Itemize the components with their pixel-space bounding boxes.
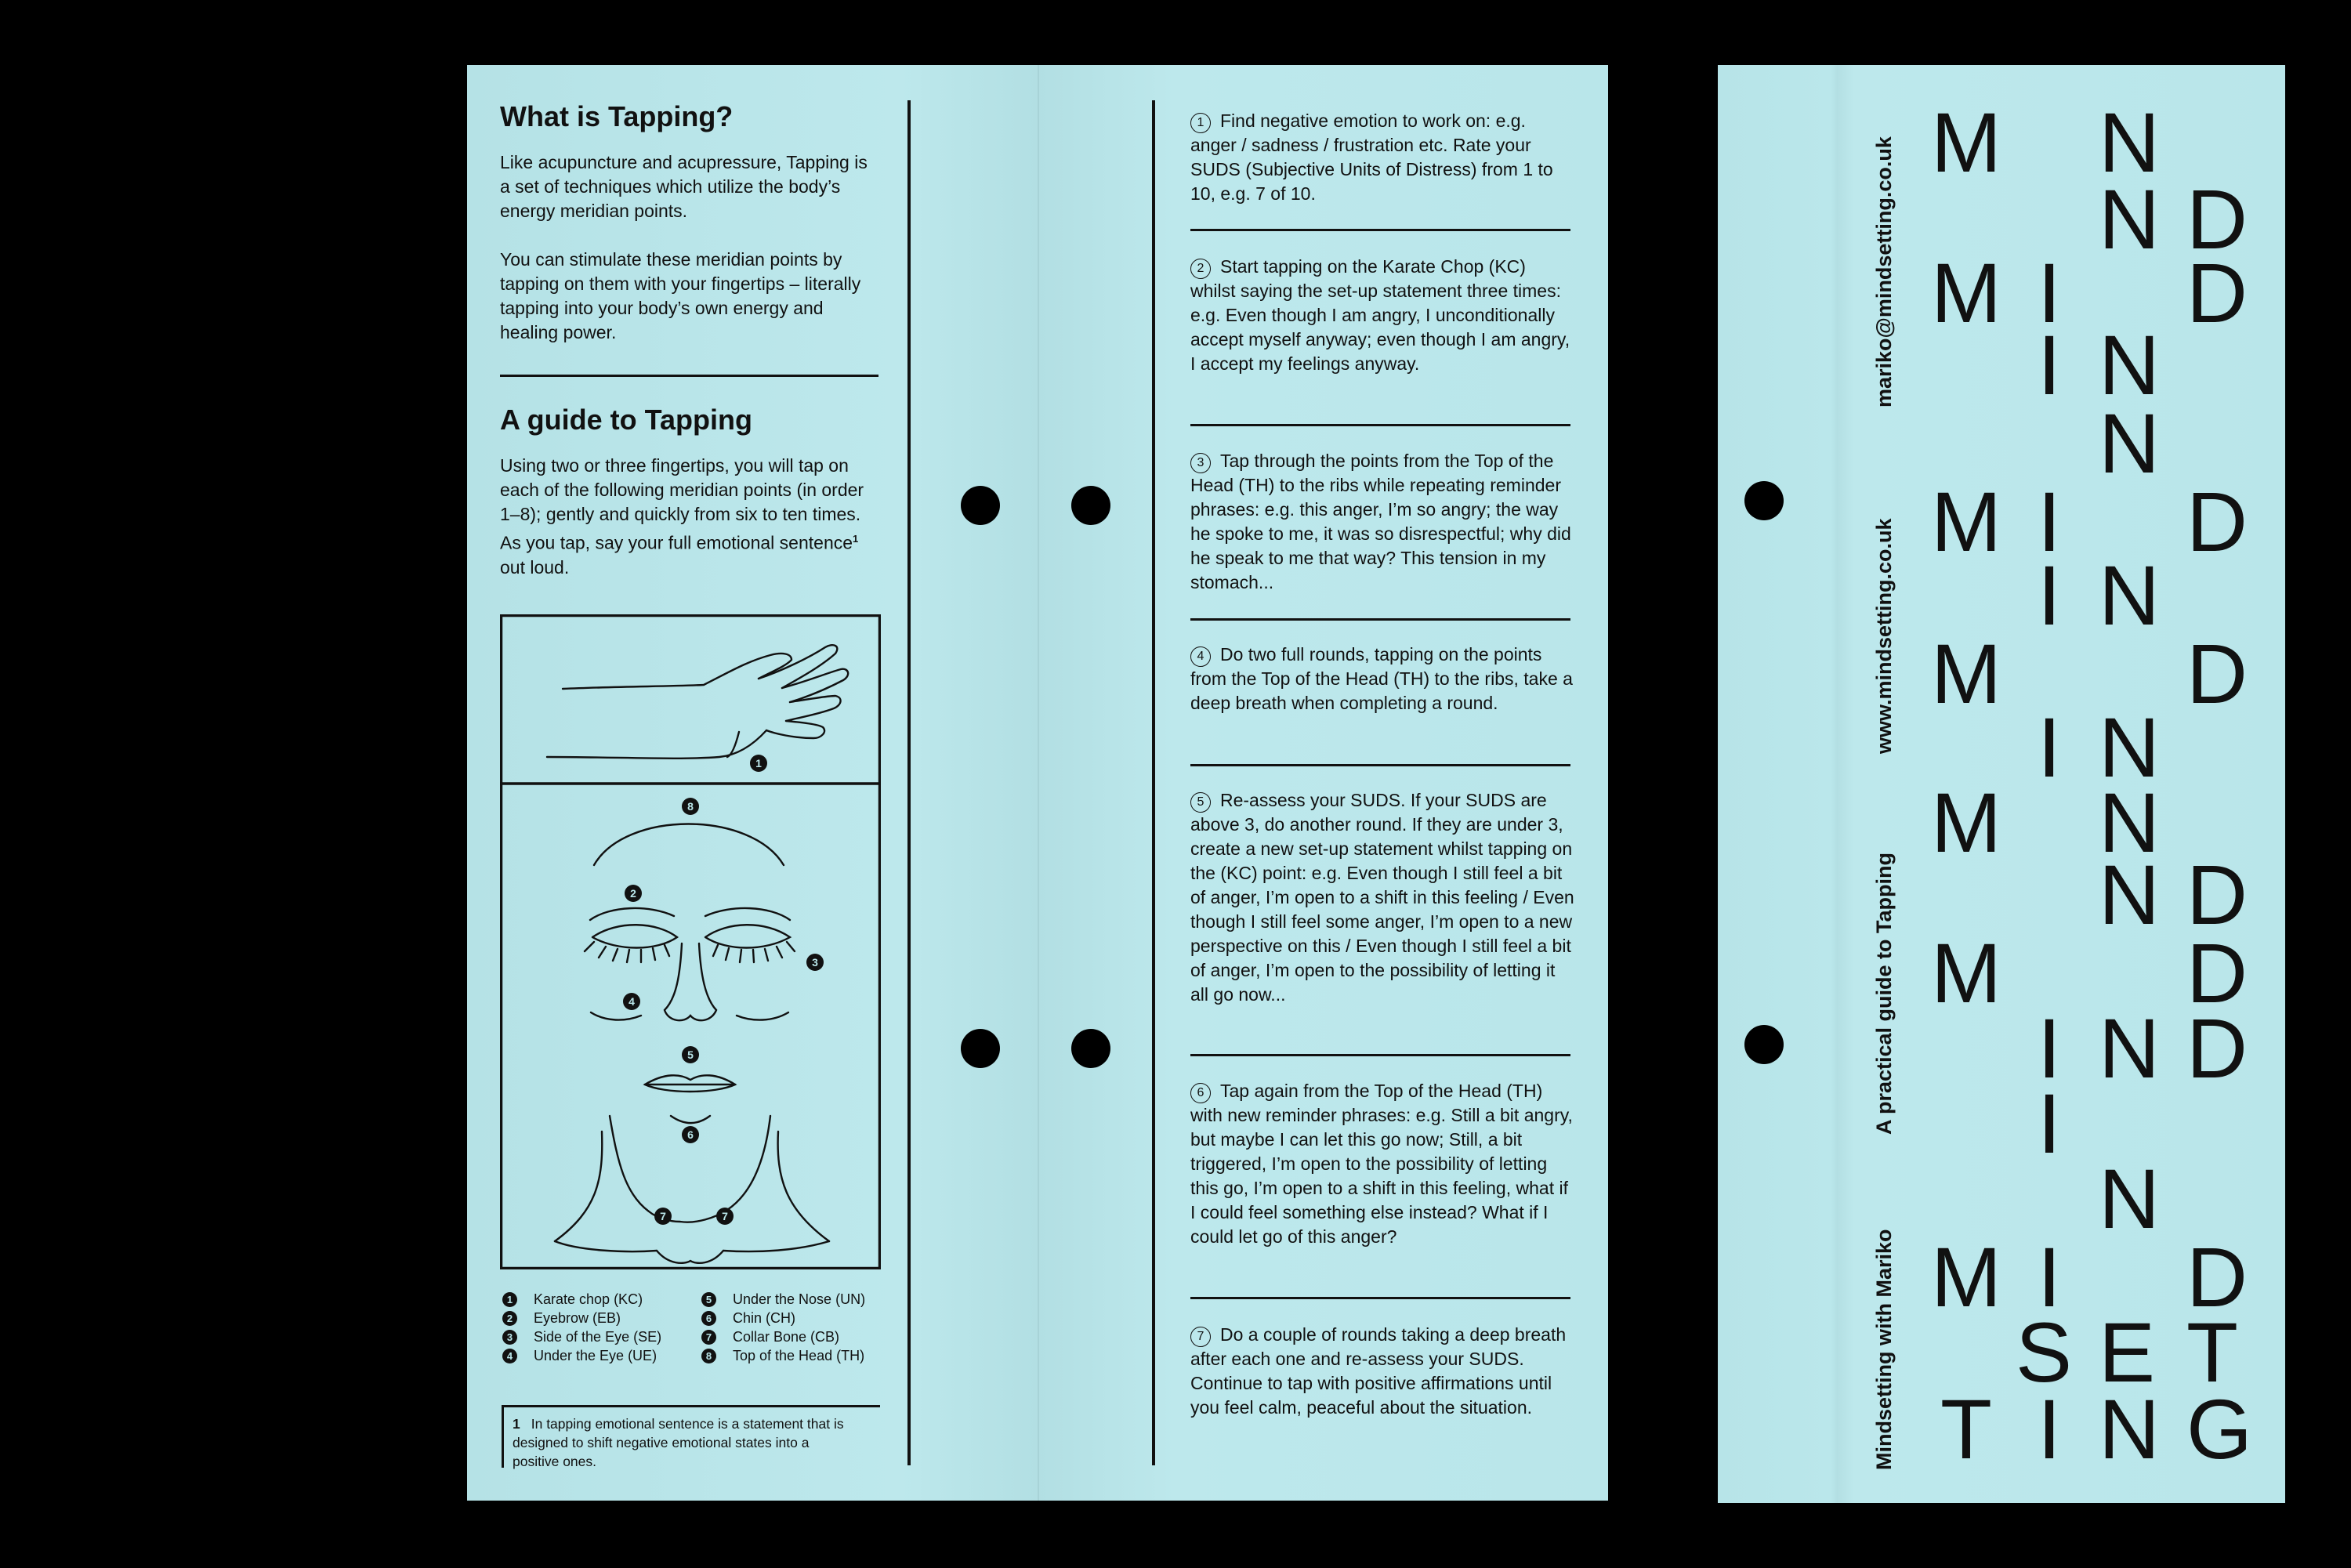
legend-label: Top of the Head (TH)	[733, 1348, 865, 1363]
wordmark-letter: M	[1931, 925, 2001, 1020]
face-drawing	[555, 824, 829, 1263]
wordmark-letter: N	[2099, 396, 2160, 491]
wordmark-letter: D	[2186, 172, 2248, 266]
wordmark-letter: M	[1931, 245, 2001, 340]
wordmark-letter: N	[2099, 1151, 2160, 1246]
step-divider	[1190, 424, 1570, 426]
step-text: Tap again from the Top of the Head (TH) with new reminder phrases: e.g. Still a bit angry, but maybe I can let this go now; Still, a bit triggered, I’m open to the possibility of letting this go, I’m open to a shift in this feeling, what if I could feel something else instead? What if I could let go of this anger?	[1190, 1081, 1573, 1247]
svg-text:7: 7	[722, 1210, 728, 1222]
wordmark-letter: M	[1931, 775, 2001, 870]
what-is-tapping-title: What is Tapping?	[500, 100, 734, 132]
svg-text:4: 4	[629, 995, 635, 1008]
legend-item	[701, 1290, 889, 1309]
wordmark-letter: M	[1931, 626, 2001, 721]
legend-label: Side of the Eye (SE)	[534, 1329, 662, 1345]
wordmark-letter: N	[2099, 548, 2160, 643]
step-2	[1190, 255, 1574, 376]
guide-section	[500, 404, 880, 580]
legend-item	[701, 1309, 889, 1327]
cover-email: mariko@mindsetting.co.uk	[1872, 136, 1896, 407]
step-number: 1	[1190, 113, 1211, 133]
cover-website: www.mindsetting.co.uk	[1872, 518, 1896, 754]
punch-hole	[961, 1029, 1000, 1068]
wordmark-letter: I	[2038, 1229, 2062, 1324]
punch-hole	[1071, 486, 1110, 525]
legend-item	[502, 1290, 694, 1309]
step-7	[1190, 1323, 1574, 1420]
wordmark-letter: E	[2099, 1305, 2156, 1400]
wordmark-letter: D	[2186, 847, 2248, 942]
legend-item	[701, 1346, 889, 1365]
legend-marker: 1	[502, 1292, 517, 1307]
wordmark-letter: I	[2038, 1001, 2062, 1095]
step-divider	[1190, 1054, 1570, 1056]
legend-column-1	[502, 1290, 694, 1365]
meridian-points-illustration	[500, 614, 881, 1269]
wordmark-letter: N	[2099, 172, 2160, 266]
footnote-marker: 1	[853, 533, 859, 545]
wordmark-letter: I	[2038, 317, 2062, 412]
footnote-rule	[502, 1405, 880, 1407]
wordmark-letter: S	[2016, 1305, 2073, 1400]
punch-hole	[1071, 1029, 1110, 1068]
step-divider	[1190, 1297, 1570, 1299]
legend-marker: 3	[502, 1330, 517, 1345]
legend-label: Eyebrow (EB)	[534, 1310, 621, 1326]
step-number: 2	[1190, 259, 1211, 279]
step-text: Re-assess your SUDS. If your SUDS are above 3, do another round. If they are under 3, create a new set-up statement whilst tapping on the (KC) point: e.g. Even though I still feel a bit of anger, I’m open to a shift in this feeling / Even though I still feel some anger, I’m open to a new perspective on this / Even though I still feel a bit of anger, I’m open to the possibility of letting it all go now...	[1190, 790, 1574, 1005]
step-6	[1190, 1079, 1574, 1249]
wordmark-letter: N	[2099, 775, 2160, 870]
legend-marker: 5	[701, 1292, 716, 1307]
step-4	[1190, 643, 1574, 715]
legend-label: Collar Bone (CB)	[733, 1329, 840, 1345]
svg-text:8: 8	[687, 800, 694, 813]
wordmark-letter: N	[2099, 95, 2160, 190]
wordmark-letter: I	[2038, 1382, 2062, 1476]
legend-label: Chin (CH)	[733, 1310, 796, 1326]
punch-hole	[1744, 481, 1784, 520]
what-is-tapping-paragraph-1: Like acupuncture and acupressure, Tapping is a set of techniques which utilize the body’s energy meridian points.	[500, 152, 868, 221]
legend-marker: 7	[701, 1330, 716, 1345]
step-1	[1190, 109, 1574, 206]
wordmark-letter: D	[2186, 474, 2248, 569]
step-number: 3	[1190, 453, 1211, 473]
wordmark-letter: D	[2186, 626, 2248, 721]
wordmark-letter: I	[2038, 245, 2062, 340]
step-5	[1190, 788, 1574, 1007]
step-divider	[1190, 764, 1570, 766]
svg-text:5: 5	[687, 1048, 694, 1061]
legend-item	[502, 1346, 694, 1365]
legend-item	[502, 1327, 694, 1346]
svg-text:7: 7	[660, 1210, 666, 1222]
svg-text:6: 6	[687, 1128, 694, 1141]
fold-crease	[1038, 65, 1039, 1501]
wordmark-letter: N	[2099, 700, 2160, 795]
column-rule-right	[1152, 100, 1155, 1465]
step-text: Tap through the points from the Top of the Head (TH) to the ribs while repeating reminder phrases: e.g. this anger, I’m so angry; the way he spoke to me, it was so disrespectful; why did he speak to me that way? This tension in my stomach...	[1190, 451, 1571, 592]
guide-title: A guide to Tapping	[500, 404, 752, 436]
legend-label: Karate chop (KC)	[534, 1291, 643, 1307]
legend-item	[701, 1327, 889, 1346]
wordmark-letter: N	[2099, 317, 2160, 412]
wordmark-letter: D	[2186, 1001, 2248, 1095]
column-rule-left	[907, 100, 911, 1465]
cover-byline: Mindsetting with Mariko	[1872, 1229, 1896, 1470]
step-text: Do two full rounds, tapping on the points from the Top of the Head (TH) to the ribs, take a deep breath when completing a round.	[1190, 644, 1573, 713]
wordmark-letter: M	[1931, 1229, 2001, 1324]
step-text: Do a couple of rounds taking a deep breath after each one and re-assess your SUDS. Continue to tap with positive affirmations until you feel calm, peaceful about the situation.	[1190, 1324, 1567, 1418]
punch-hole	[961, 486, 1000, 525]
step-3	[1190, 449, 1574, 595]
step-divider	[1190, 618, 1570, 621]
wordmark-letter: N	[2099, 847, 2160, 942]
legend-column-2	[701, 1290, 889, 1365]
wordmark-letter: I	[2038, 548, 2062, 643]
legend-item	[502, 1309, 694, 1327]
footnote-bracket	[502, 1405, 504, 1468]
step-number: 6	[1190, 1083, 1211, 1103]
illustration-frame	[502, 616, 880, 1269]
legend-label: Under the Nose (UN)	[733, 1291, 866, 1307]
meridian-point-markers	[623, 755, 824, 1225]
hand-drawing	[547, 645, 848, 759]
legend-marker: 8	[701, 1349, 716, 1363]
wordmark-letter: I	[2038, 1076, 2062, 1171]
wordmark-letter: D	[2186, 245, 2248, 340]
wordmark-letter: T	[1940, 1382, 1992, 1476]
step-number: 5	[1190, 792, 1211, 813]
what-is-tapping-section	[500, 100, 880, 345]
guide-text: Using two or three fingertips, you will tap on each of the following meridian points (in order 1–8); gently and quickly from six to ten times. As you tap, say your full emotional sentence	[500, 455, 864, 553]
wordmark-letter: I	[2038, 700, 2062, 795]
guide-paragraph	[500, 454, 880, 580]
step-number: 4	[1190, 646, 1211, 667]
wordmark-letter: T	[2186, 1305, 2238, 1400]
footnote-text: In tapping emotional sentence is a statement that is designed to shift negative emotional states into a positive ones.	[513, 1416, 844, 1469]
punch-hole	[1744, 1025, 1784, 1064]
wordmark-letter: D	[2186, 1229, 2248, 1324]
wordmark-letter: I	[2038, 474, 2062, 569]
wordmark-letter: N	[2099, 1001, 2160, 1095]
footnote	[513, 1414, 857, 1471]
cover-tagline: A practical guide to Tapping	[1872, 852, 1896, 1135]
footnote-number: 1	[513, 1416, 520, 1432]
guide-text-end: out loud.	[500, 556, 570, 578]
section-divider	[500, 375, 878, 377]
step-text: Find negative emotion to work on: e.g. anger / sadness / frustration etc. Rate your SUDS (Subjective Units of Distress) from 1 to 10, e.g. 7 of 10.	[1190, 110, 1553, 204]
wordmark-letter: D	[2186, 925, 2248, 1020]
step-text: Start tapping on the Karate Chop (KC) whilst saying the set-up statement three times: e.g. Even though I am angry, I unconditionally accept myself anyway; even though I am angry, I accept my feelings anyway.	[1190, 256, 1570, 374]
step-divider	[1190, 229, 1570, 231]
svg-text:1: 1	[755, 757, 762, 770]
step-number: 7	[1190, 1327, 1211, 1347]
legend-marker: 2	[502, 1311, 517, 1326]
svg-text:2: 2	[630, 887, 636, 900]
wordmark-letter: N	[2099, 1382, 2160, 1476]
legend-label: Under the Eye (UE)	[534, 1348, 657, 1363]
wordmark-letter: G	[2186, 1382, 2253, 1476]
wordmark-letter: M	[1931, 474, 2001, 569]
legend-marker: 4	[502, 1349, 517, 1363]
what-is-tapping-paragraph-2: You can stimulate these meridian points by tapping on them with your fingertips – literally tapping into your body’s own energy and healing power.	[500, 249, 861, 342]
legend-marker: 6	[701, 1311, 716, 1326]
wordmark-letter: M	[1931, 95, 2001, 190]
svg-text:3: 3	[812, 956, 818, 969]
